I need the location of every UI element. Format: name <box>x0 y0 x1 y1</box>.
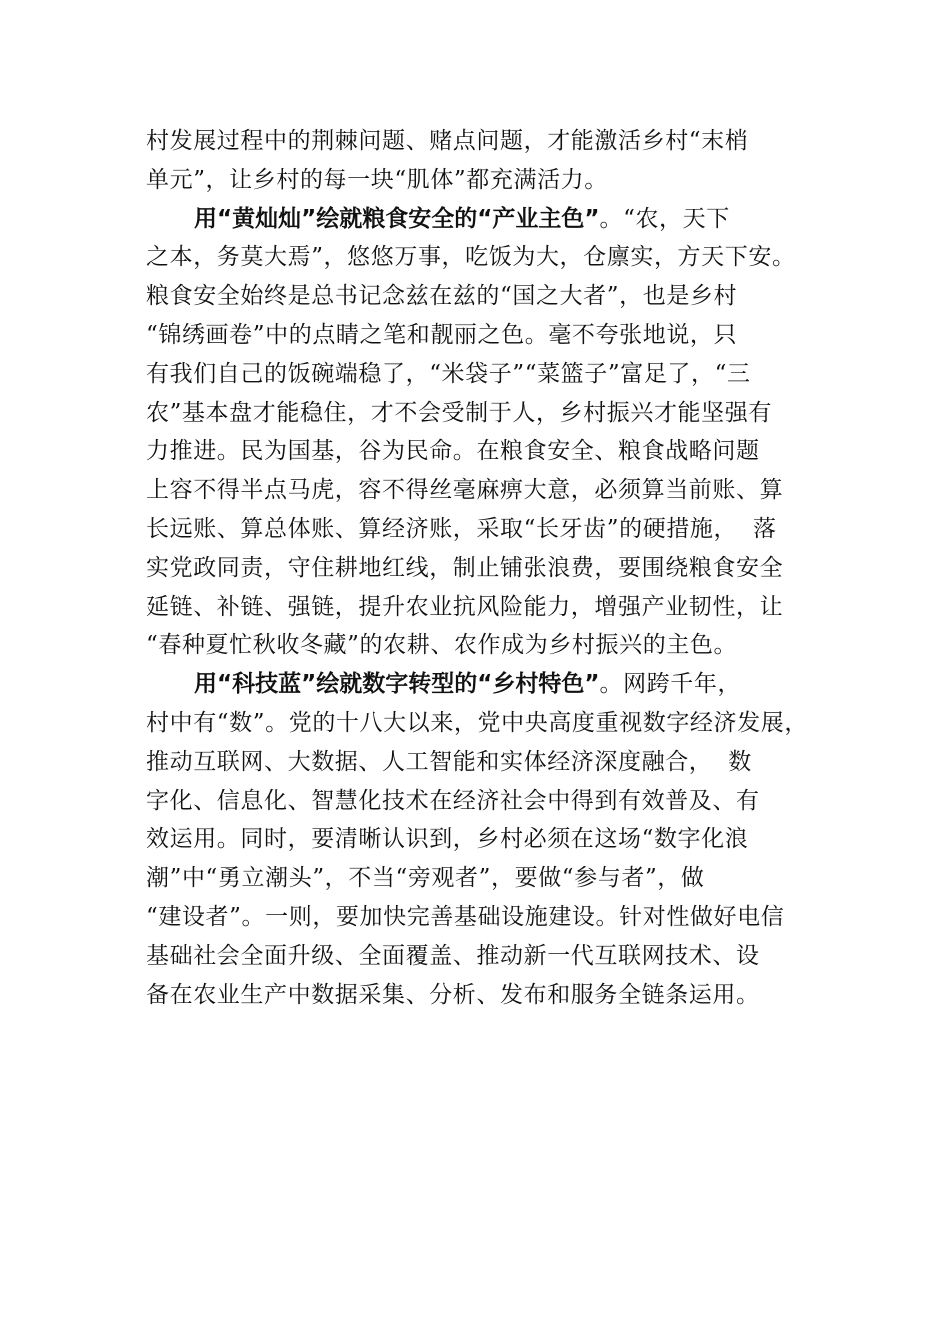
text-line: “春种夏忙秋收冬藏”的农耕、农作成为乡村振兴的主色。 <box>146 632 738 659</box>
paragraph-first-line <box>146 665 834 704</box>
text-run: 。网跨千年， <box>599 671 742 698</box>
text-line: 上容不得半点马虎，容不得丝毫麻痹大意，必须算当前账、算 <box>146 477 784 504</box>
text-line: 潮”中“勇立潮头”，不当“旁观者”，要做“参与者”，做 <box>146 865 705 892</box>
paragraph-2 <box>146 200 834 666</box>
paragraph-lead-heading: 用“科技蓝”绘就数字转型的“乡村特色” <box>194 671 600 698</box>
text-line: 推动互联网、大数据、人工智能和实体经济深度融合， 数 <box>146 748 752 775</box>
text-line: 字化、信息化、智慧化技术在经济社会中得到有效普及、有 <box>146 787 760 814</box>
text-line: “建设者”。一则，要加快完善基础设施建设。针对性做好电信 <box>146 903 785 930</box>
text-line: 效运用。同时，要清晰认识到，乡村必须在这场“数字化浪 <box>146 826 749 853</box>
paragraph-1 <box>146 122 834 200</box>
text-line: 备在农业生产中数据采集、分析、发布和服务全链条运用。 <box>146 981 760 1008</box>
text-line: 之本，务莫大焉”，悠悠万事，吃饭为大，仓廪实，方天下安。 <box>146 244 796 271</box>
text-line: 村发展过程中的荆棘问题、赌点问题，才能激活乡村“末梢 <box>146 128 749 154</box>
paragraph-3 <box>146 665 834 1014</box>
text-line: 长远账、算总体账、算经济账，采取“长牙齿”的硬措施， 落 <box>146 515 777 542</box>
text-line: 粮食安全始终是总书记念兹在兹的“国之大者”，也是乡村 <box>146 283 738 310</box>
paragraph-lead-heading: 用“黄灿灿”绘就粮食安全的“产业主色” <box>194 205 600 232</box>
paragraph-first-line <box>146 200 834 239</box>
text-line: 农”基本盘才能稳住，才不会受制于人，乡村振兴才能坚强有 <box>146 399 772 426</box>
text-line: “锦绣画卷”中的点睛之笔和靓丽之色。毫不夸张地说，只 <box>146 321 738 348</box>
text-run: 。“农，天下 <box>599 205 730 232</box>
document-body <box>146 122 834 1014</box>
text-line: 实党政同责，守住耕地红线，制止铺张浪费，要围绕粮食安全 <box>146 554 784 581</box>
text-line: 力推进。民为国基，谷为民命。在粮食安全、粮食战略问题 <box>146 438 760 465</box>
text-line: 基础社会全面升级、全面覆盖、推动新一代互联网技术、设 <box>146 942 760 969</box>
text-line: 延链、补链、强链，提升农业抗风险能力，增强产业韧性，让 <box>146 593 784 620</box>
text-line: 有我们自己的饭碗端稳了，“米袋子”“菜篮子”富足了，“三 <box>146 360 751 387</box>
text-line: 村中有“数”。党的十八大以来，党中央高度重视数字经济发展， <box>146 709 808 736</box>
text-line: 单元”，让乡村的每一块“肌体”都充满活力。 <box>146 166 608 193</box>
